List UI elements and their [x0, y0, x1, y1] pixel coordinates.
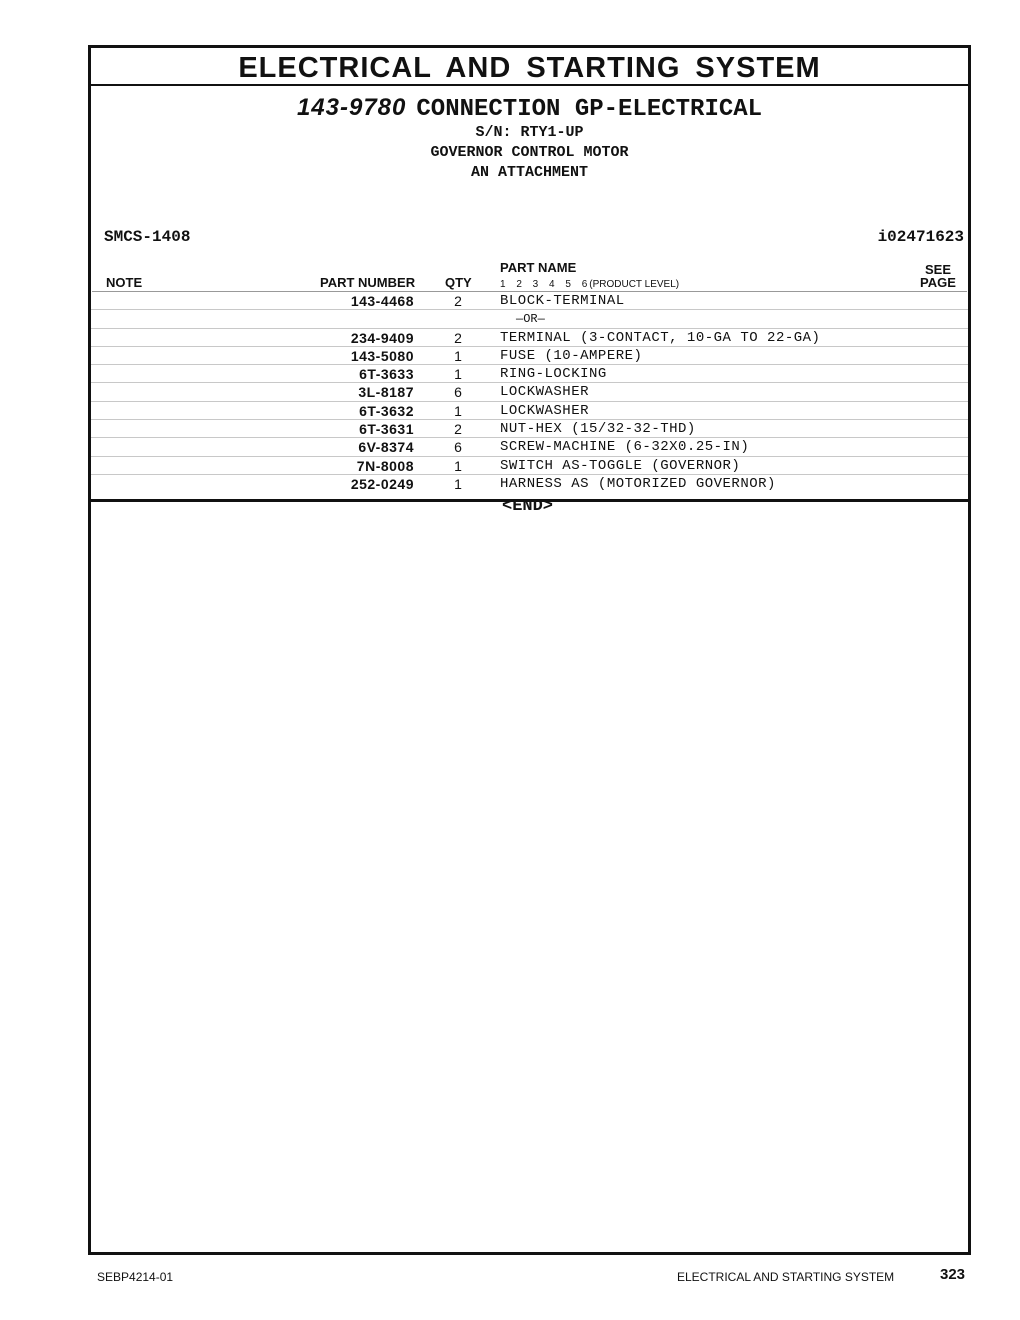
group-part-number: 143-9780	[296, 94, 407, 121]
illustration-id: i02471623	[877, 228, 964, 246]
qty-cell: 6	[454, 439, 462, 456]
part-number-cell: 6T-3631	[359, 421, 414, 438]
column-header-see: SEE	[925, 262, 952, 277]
table-row	[91, 347, 968, 365]
part-number-cell: 143-5080	[350, 347, 414, 364]
table-row	[91, 420, 968, 438]
part-name-cell: BLOCK-TERMINAL	[500, 293, 625, 309]
part-number-cell: 6T-3633	[359, 366, 414, 383]
part-name-cell: LOCKWASHER	[500, 402, 590, 419]
table-row	[91, 475, 968, 493]
part-number-cell: 143-4468	[350, 293, 414, 309]
part-name-cell: SCREW-MACHINE (6-32X0.25-IN)	[500, 439, 750, 456]
qty-cell: 2	[454, 329, 462, 346]
part-number-cell: 6V-8374	[358, 439, 414, 456]
footer-document-number: SEBP4214-01	[97, 1270, 174, 1284]
alternate-marker: —OR—	[516, 312, 545, 327]
column-header-page: PAGE	[920, 275, 956, 290]
part-number-cell: 252-0249	[350, 475, 414, 492]
table-row	[91, 402, 968, 420]
qty-cell: 1	[454, 402, 462, 419]
qty-cell: 6	[454, 384, 462, 401]
group-description-line: AN ATTACHMENT	[470, 164, 589, 181]
footer-page-number: 323	[940, 1266, 966, 1283]
product-level-numbers: 1 2 3 4 5 6	[500, 279, 588, 290]
section-title: ELECTRICAL AND STARTING SYSTEM	[91, 48, 968, 86]
table-row	[91, 383, 968, 401]
serial-range: S/N: RTY1-UP	[475, 124, 584, 141]
column-header-part-number: PART NUMBER	[320, 275, 416, 290]
end-marker: <END>	[502, 497, 554, 516]
qty-cell: 1	[454, 457, 462, 474]
qty-cell: 1	[454, 366, 462, 383]
part-number-cell: 7N-8008	[356, 457, 414, 474]
qty-cell: 1	[454, 347, 462, 364]
part-name-cell: TERMINAL (3-CONTACT, 10-GA TO 22-GA)	[500, 329, 821, 346]
parts-table	[91, 292, 968, 493]
part-name-cell: LOCKWASHER	[500, 384, 590, 401]
qty-cell: 1	[454, 475, 462, 492]
part-name-cell: NUT-HEX (15/32-32-THD)	[500, 421, 696, 438]
smcs-code: SMCS-1408	[104, 228, 191, 246]
part-number-cell: 234-9409	[350, 329, 414, 346]
part-number-cell: 3L-8187	[358, 384, 414, 401]
column-header-note: NOTE	[106, 275, 143, 290]
table-row	[91, 457, 968, 475]
table-row	[91, 365, 968, 383]
part-name-cell: HARNESS AS (MOTORIZED GOVERNOR)	[500, 475, 776, 492]
group-name: CONNECTION GP-ELECTRICAL	[416, 96, 763, 123]
part-name-cell: SWITCH AS-TOGGLE (GOVERNOR)	[500, 457, 741, 474]
column-header-qty: QTY	[445, 275, 472, 290]
column-header-part-name: PART NAME	[500, 260, 577, 275]
group-heading	[91, 95, 968, 123]
part-name-cell: RING-LOCKING	[500, 366, 607, 383]
qty-cell: 2	[454, 293, 462, 309]
page-frame	[88, 45, 971, 1255]
product-level-label: (PRODUCT LEVEL)	[589, 279, 680, 290]
part-number-cell: 6T-3632	[359, 402, 414, 419]
table-row	[91, 292, 968, 310]
table-row	[91, 438, 968, 456]
footer-section-name: ELECTRICAL AND STARTING SYSTEM	[677, 1270, 895, 1284]
table-row	[91, 329, 968, 347]
product-level-header	[500, 279, 679, 291]
part-name-cell: FUSE (10-AMPERE)	[500, 347, 643, 364]
parts-group	[91, 86, 968, 516]
qty-cell: 2	[454, 421, 462, 438]
table-row-alternate	[91, 310, 968, 328]
group-description-line: GOVERNOR CONTROL MOTOR	[430, 144, 629, 161]
